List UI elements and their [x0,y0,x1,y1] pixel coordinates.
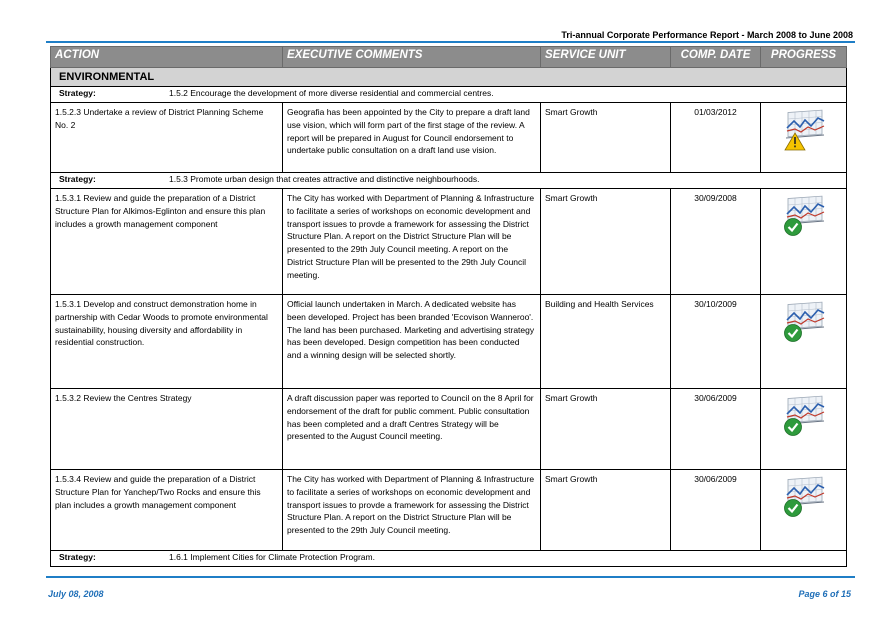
table-row [51,470,847,551]
footer-rule [46,576,855,578]
strategy-row [51,173,847,189]
action-cell: 1.5.3.1 Develop and construct demonstration home in partnership with Cedar Woods to promote environmental sustainability, housing diversity and affordability in residential construction. [51,295,283,389]
strategy-text: 1.6.1 Implement Cities for Climate Protection Program. [169,552,375,562]
service-unit-cell: Building and Health Services [541,295,671,389]
action-cell: 1.5.3.2 Review the Centres Strategy [51,389,283,470]
chart-check-icon [781,393,827,437]
strategy-text: 1.5.2 Encourage the development of more diverse residential and commercial centres. [169,88,494,98]
strategy-text: 1.5.3 Promote urban design that creates attractive and distinctive neighbourhoods. [169,174,480,184]
comments-cell: A draft discussion paper was reported to Council on the 8 April for endorsement of the draft for public comment. Public consultation has been completed and a draft Centres Strategy will be presented to the August Council meeting. [283,389,541,470]
progress-cell [761,470,847,551]
performance-table [50,46,847,567]
chart-check-icon [781,193,827,237]
section-row [51,68,847,87]
strategy-label: Strategy: [59,88,96,98]
table-row [51,295,847,389]
column-header-comp-date: COMP. DATE [671,47,761,68]
service-unit-cell: Smart Growth [541,389,671,470]
strategy-row [51,551,847,567]
column-header-comments: EXECUTIVE COMMENTS [283,47,541,68]
service-unit-cell: Smart Growth [541,189,671,295]
table-row [51,189,847,295]
comp-date-cell: 30/09/2008 [671,189,761,295]
footer-date: July 08, 2008 [48,589,104,599]
strategy-label: Strategy: [59,552,96,562]
comments-cell: The City has worked with Department of Planning & Infrastructure to facilitate a series of workshops on economic development and transport issues to provde a framework for assessing the District Structure Plan. A report on the District Structure Plan will be presented to the 29th July Council meeting. [283,470,541,551]
comments-cell: Official launch undertaken in March. A dedicated website has been developed. Project has been branded 'Ecovison Wanneroo'. The land has been purchased. Marketing and advertising strategy has been developed. Design competition has been conducted and a winning design will be selected shortly. [283,295,541,389]
header-rule [46,41,855,43]
chart-check-icon [781,299,827,343]
progress-cell [761,103,847,173]
comp-date-cell: 30/06/2009 [671,470,761,551]
comments-cell: The City has worked with Department of Planning & Infrastructure to facilitate a series of workshops on economic development and transport issues to provde a framework for assessing the District Structure Plan. A report on the District Structure Plan will be presented to the 29th July Council meeting. A report on the District Structure Plan will be presented to the 29th July Council meeting. [283,189,541,295]
progress-cell [761,295,847,389]
comments-cell: Geografia has been appointed by the City to prepare a draft land use vision, which will form part of the first stage of the review. A report will be prepared in August for Council endorsement to undertake public consultation on a draft land use vision. [283,103,541,173]
progress-cell [761,189,847,295]
service-unit-cell: Smart Growth [541,103,671,173]
table-row [51,389,847,470]
column-header-progress: PROGRESS [761,47,847,68]
strategy-label: Strategy: [59,174,96,184]
progress-cell [761,389,847,470]
action-cell: 1.5.2.3 Undertake a review of District Planning Scheme No. 2 [51,103,283,173]
comp-date-cell: 30/06/2009 [671,389,761,470]
comp-date-cell: 01/03/2012 [671,103,761,173]
table-row [51,103,847,173]
chart-warning-icon [781,107,827,151]
action-cell: 1.5.3.4 Review and guide the preparation of a District Structure Plan for Yanchep/Two Rocks and ensure this plan includes a growth management component [51,470,283,551]
table-header-row [51,47,847,68]
comp-date-cell: 30/10/2009 [671,295,761,389]
column-header-service-unit: SERVICE UNIT [541,47,671,68]
section-title: ENVIRONMENTAL [51,68,847,87]
strategy-row [51,87,847,103]
chart-check-icon [781,474,827,518]
footer-page-number: Page 6 of 15 [798,589,851,599]
column-header-action: ACTION [51,47,283,68]
action-cell: 1.5.3.1 Review and guide the preparation of a District Structure Plan for Alkimos-Eglinton and ensure this plan includes a growth management component [51,189,283,295]
service-unit-cell: Smart Growth [541,470,671,551]
report-title: Tri-annual Corporate Performance Report - March 2008 to June 2008 [561,30,853,40]
